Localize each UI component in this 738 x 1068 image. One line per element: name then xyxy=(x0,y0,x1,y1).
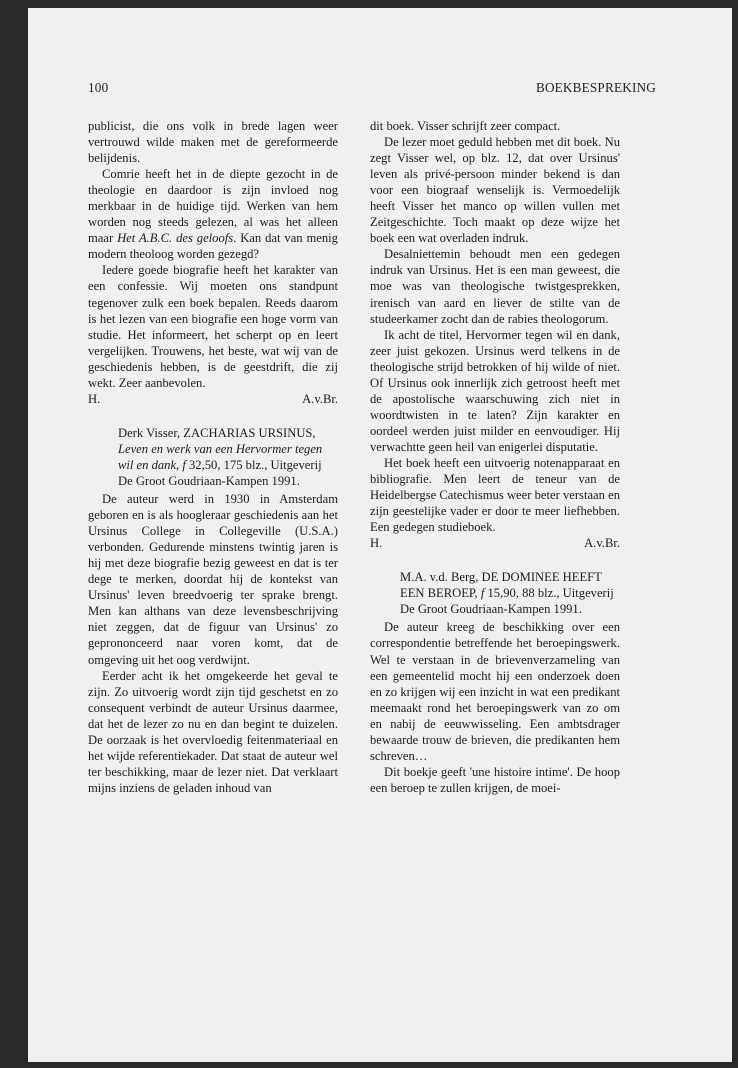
paragraph: Eerder acht ik het omgekeerde het geval te zijn. Zo uitvoerig wordt zijn tijd geschetst en zo consequent verbindt de auteur Ursinus daarmee, dat het de lezer zo nu en dan begint te duizelen. De oorzaak is het overvloedig feitenmateriaal en het wijde referentiekader. Dat staat de auteur wel ter beschikking, maar de lezer niet. Dat verklaart mijns inziens de geladen inhoud van xyxy=(88,668,338,795)
review-publication-info: 15,90, 88 blz., Uitgeverij De Groot Goudriaan-Kampen 1991. xyxy=(400,586,614,617)
review-publication-info: 32,50, 175 blz., Uitgeverij De Groot Goudriaan-Kampen 1991. xyxy=(118,457,322,488)
review-price-symbol: f xyxy=(480,586,485,601)
page-number: 100 xyxy=(88,80,109,95)
signature-line xyxy=(88,391,338,407)
review-author-title: Derk Visser, ZACHARIAS URSINUS, xyxy=(118,425,316,440)
paragraph xyxy=(88,166,338,262)
signature-author: A.v.Br. xyxy=(302,391,338,406)
review-heading xyxy=(400,569,620,617)
paragraph: Ik acht de titel, Hervormer tegen wil en dank, zeer juist gekozen. Ursinus werd telkens in de theologische strijd betrokken of hij wilde of niet. Of Ursinus ook innerlijk zich getroost heeft met de apostolische waarschuwing zich niet in woordtwisten in te laten? Zijn karakter en oordeel werden juist milder en eenvoudiger. Hij verwachtte geen heil van enigerlei disputatie. xyxy=(370,327,620,454)
paragraph: Dit boekje geeft 'une histoire intime'. De hoop een beroep te zullen krijgen, de moei- xyxy=(370,764,620,795)
running-title: BOEKBESPREKING xyxy=(535,80,656,95)
left-column xyxy=(88,118,338,796)
review-heading xyxy=(118,425,338,489)
paragraph: Het boek heeft een uitvoerig notenapparaat en bibliografie. Men leert de teneur van de Heidelbergse Catechismus weer beter verstaan en zijn geestelijke vader er door te meer liefhebben. Een gedegen studieboek. xyxy=(370,455,620,535)
paragraph: De auteur kreeg de beschikking over een correspondentie betreffende het beroepingswerk. Wel te verstaan in de brievenverzameling van een gemeentelid mocht hij een onderzoek doen en zo krijgen wij een inzicht in wat een predikant meemaakt rond het beroepingswerk van zo om en nabij de eeuwwisseling. Een ambtsdrager bewaarde trouw de brieven, die predikanten hem schreven… xyxy=(370,620,620,763)
right-column xyxy=(370,118,620,796)
signature-initial: H. xyxy=(370,536,383,551)
paragraph: publicist, die ons volk in brede lagen weer vertrouwd wilde maken met de gereformeerde belijdenis. xyxy=(88,119,338,166)
signature-line xyxy=(370,535,620,551)
paragraph: De auteur werd in 1930 in Amsterdam geboren en is als hoogleraar geschiedenis aan het Ursinus College in Collegeville (U.S.A.) verbonden. Gedurende minstens twintig jaren is hij met deze biografie bezig geweest en dat is ter dege te merken, doordat hij de kontekst van Ursinus' leven breedvoerig ter sprake brengt. Men kan althans van deze levensbeschrijving niet zeggen, dat de figuur van Ursinus' zo geprononceerd naar voren komt, dat de omgeving uit het oog verdwijnt. xyxy=(88,492,338,667)
paragraph: Iedere goede biografie heeft het karakter van een confessie. Wij moeten ons standpunt tegenover zulk een boek bepalen. Reeds daarom is het lezen van een biografie een hoge vorm van studie. Het informeert, het scherpt op en leert vergelijken. Trouwens, het beste, wat wij van de geschiedenis hebben, is de geestdrift, die zij wekt. Zeer aanbevolen. xyxy=(88,263,338,390)
paragraph: De lezer moet geduld hebben met dit boek. Nu zegt Visser wel, op blz. 12, dat over Ursinus' leven als privé-persoon minder bekend is dan voor een biograaf wenselijk is. Vermoedelijk heeft Visser het manco op willen vullen met Zeitgeschichte. Toch maakt op deze wijze het boek een wat overladen indruk. xyxy=(370,135,620,246)
review-author-title: M.A. v.d. Berg, DE DOMINEE HEEFT EEN BEROEP, xyxy=(400,570,602,601)
paragraph: Desalniettemin behoudt men een gedegen indruk van Ursinus. Het is een man geweest, die moe was van theologische twistgesprekken, irenisch van aard en liever de stilte van de studeerkamer zocht dan de rabies theologorum. xyxy=(370,247,620,326)
signature-initial: H. xyxy=(88,391,101,406)
text: . Kan dat van menig modern theoloog worden gezegd? xyxy=(88,231,338,262)
paragraph: dit boek. Visser schrijft zeer compact. xyxy=(370,119,561,133)
book-title: Het A.B.C. des geloofs xyxy=(117,231,234,246)
text: Comrie heeft het in de diepte gezocht in de theologie en daardoor is zijn invloed nog merkbaar in de huidige tijd. Werken van hem worden nog steeds gelezen, al was het alleen maar xyxy=(88,167,338,246)
signature-author: A.v.Br. xyxy=(584,536,620,551)
review-subtitle: Leven en werk van een Hervormer tegen wil en dank, f xyxy=(118,441,323,472)
